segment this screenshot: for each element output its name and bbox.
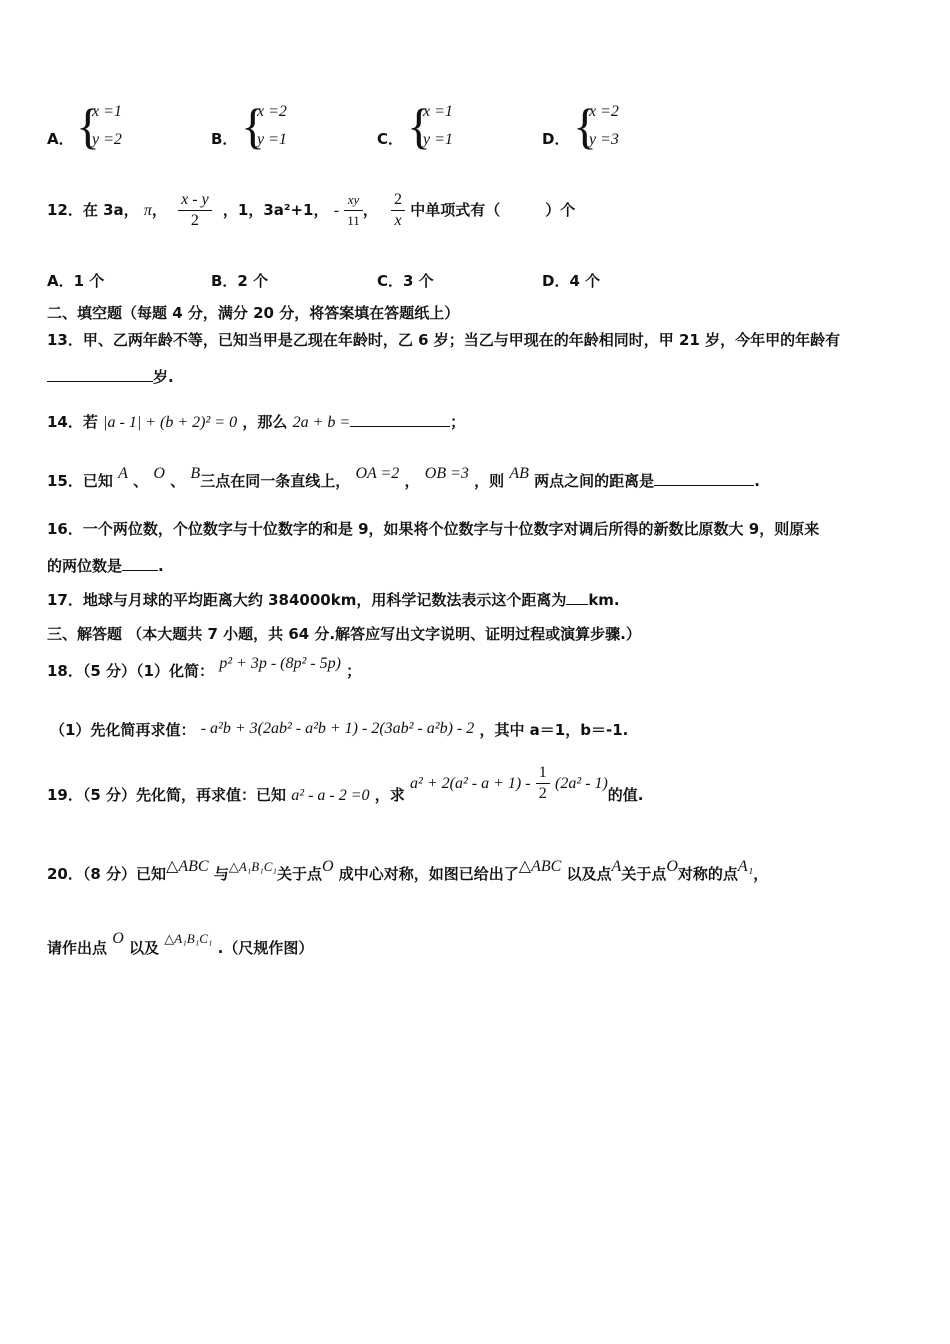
- brace-icon: {: [241, 98, 265, 154]
- q19-prefix: 19．（5 分）先化简，再求值：已知: [47, 786, 287, 804]
- question-14: [47, 412, 465, 433]
- fraction-numerator: x - y: [178, 190, 212, 211]
- question-18-part-1: [47, 655, 362, 682]
- point-o: O: [153, 465, 165, 482]
- triangle-a1b1c1: △A₁B₁C₁: [228, 859, 277, 874]
- q17-suffix: km.: [588, 591, 620, 609]
- question-12: 12．在 3a， π， $\frac{x - y}{2}$ ，1，3a²+1， - $\frac{xy}{11}$ ， $\frac{2}{x}$ 中单项式有（ ）个: [47, 191, 576, 229]
- point-o: O: [112, 930, 124, 947]
- q18-prefix: 18．（5 分）（1）化简：: [47, 662, 214, 680]
- equation-y: y =2: [92, 131, 122, 148]
- q20-text: .（尺规作图）: [217, 939, 314, 957]
- q19-expression-part-a: a² + 2(a² - a + 1) -: [410, 775, 531, 792]
- q19-suffix: 的值.: [607, 786, 644, 804]
- q12-option-d: D．4 个: [542, 272, 601, 290]
- question-19: [47, 764, 644, 821]
- semicolon: ；: [346, 662, 362, 680]
- triangle-abc: △ABC: [166, 858, 209, 875]
- point-o: O: [666, 858, 678, 875]
- equation-y: y =3: [589, 131, 619, 148]
- section-2-heading: 二、填空题（每题 4 分，满分 20 分，将答案填在答题纸上）: [47, 304, 460, 322]
- q12-option-a: A．1 个: [47, 272, 105, 290]
- q11-option-b-label: B．: [211, 130, 238, 148]
- answer-blank[interactable]: [122, 556, 158, 571]
- question-20-line-2: [47, 930, 314, 959]
- q12-option-b: B．2 个: [211, 272, 269, 290]
- fraction-denominator: 2: [538, 785, 547, 802]
- fraction-numerator: 2: [391, 190, 405, 211]
- answer-blank[interactable]: [566, 590, 588, 605]
- separator: 、: [133, 472, 149, 490]
- brace-icon: {: [407, 98, 431, 154]
- q11-option-a-label: A．: [47, 130, 74, 148]
- equation-x: x =2: [589, 103, 619, 120]
- q15-prefix: 15．已知: [47, 472, 113, 490]
- oa-length: OA =2: [355, 465, 400, 482]
- q16-line-2-text: 的两位数是: [47, 557, 123, 575]
- q19-half-fraction: [536, 763, 550, 804]
- q19-expression-part-b: (2a² - 1): [554, 775, 608, 792]
- question-16-line-2: [47, 556, 164, 576]
- question-13-line-2: [47, 367, 174, 387]
- q12-suffix: 中单项式有（ ）个: [410, 201, 576, 219]
- equation-y: y =1: [423, 131, 453, 148]
- q14-middle: ，那么: [242, 413, 288, 431]
- q14-equation: |a - 1| + (b + 2)² = 0: [103, 414, 238, 431]
- q20-text: 关于点: [276, 865, 322, 883]
- q11-option-c-label: C．: [377, 130, 404, 148]
- answer-blank[interactable]: [47, 367, 153, 382]
- q20-text: 对称的点: [677, 865, 738, 883]
- pi-symbol: π: [143, 202, 152, 219]
- q20-text: 与: [213, 865, 229, 883]
- q20-text: 以及点: [566, 865, 612, 883]
- point-o: O: [321, 858, 334, 875]
- question-20-line-1: [47, 858, 769, 885]
- q15-middle-2: ，则: [474, 472, 505, 490]
- q14-expression: 2a + b =: [292, 414, 351, 431]
- brace-icon: {: [573, 98, 597, 154]
- q18-part-2-prefix: （1）先化简再求值：: [50, 721, 196, 739]
- q18-part-2-expression: - a²b + 3(2ab² - a²b + 1) - 2(3ab² - a²b) - 2: [200, 720, 475, 737]
- fraction-numerator: xy: [344, 190, 363, 211]
- q13-suffix: 岁.: [153, 368, 174, 386]
- q20-text: 请作出点: [47, 939, 108, 957]
- equation-x: x =1: [423, 103, 453, 120]
- question-17: [47, 590, 620, 610]
- q12-middle: ，1，3a²+1，: [222, 201, 329, 219]
- q17-text: 17．地球与月球的平均距离大约 384000km，用科学记数法表示这个距离为: [47, 591, 567, 609]
- q18-expression: p² + 3p - (8p² - 5p): [219, 655, 341, 672]
- fraction-denominator: x: [394, 212, 402, 229]
- point-b: B: [190, 465, 201, 482]
- answer-blank[interactable]: [654, 471, 754, 486]
- answer-blank[interactable]: [350, 412, 450, 427]
- q11-option-c-system: [423, 98, 453, 154]
- q15-suffix: 两点之间的距离是: [534, 472, 655, 490]
- question-16-line-1: 16．一个两位数，个位数字与十位数字的和是 9，如果将个位数字与十位数字对调后所得的新数比原数大 9，则原来: [47, 520, 820, 538]
- equation-x: x =2: [257, 103, 287, 120]
- triangle-a1b1c1: △A₁B₁C₁: [164, 931, 213, 946]
- period: .: [754, 472, 760, 490]
- segment-ab: AB: [509, 465, 529, 482]
- question-18-part-2: [50, 720, 628, 741]
- q12-prefix: 12．在 3a，: [47, 201, 139, 219]
- point-a: A: [118, 465, 128, 482]
- brace-icon: {: [76, 98, 100, 154]
- q20-text: 以及: [129, 939, 160, 957]
- q11-option-a-system: [92, 98, 122, 154]
- q12-fraction-2: [344, 190, 363, 231]
- q20-text: 关于点: [621, 865, 667, 883]
- question-13-line-1: 13．甲、乙两年龄不等，已知当甲是乙现在年龄时，乙 6 岁；当乙与甲现在的年龄相同时，甲 21 岁，今年甲的年龄有: [47, 331, 841, 349]
- q18-part-2-suffix: ，其中 a＝1，b＝-1.: [479, 721, 629, 739]
- minus-sign: -: [333, 202, 340, 219]
- equation-y: y =1: [257, 131, 287, 148]
- period: .: [158, 557, 164, 575]
- q19-condition: a² - a - 2 =0: [291, 787, 370, 804]
- fraction-denominator: 2: [190, 212, 199, 229]
- triangle-abc: △ABC: [518, 858, 562, 875]
- q12-fraction-1: [178, 190, 212, 231]
- q19-middle: ，求: [374, 786, 405, 804]
- section-3-heading: 三、解答题 （本大题共 7 小题，共 64 分.解答应写出文字说明、证明过程或演算步骤.）: [47, 625, 641, 643]
- separator: ，: [404, 472, 420, 490]
- ob-length: OB =3: [424, 465, 469, 482]
- fraction-numerator: 1: [536, 763, 550, 784]
- q11-option-b-system: [257, 98, 287, 154]
- q11-option-d-system: [589, 98, 619, 154]
- q15-middle: 三点在同一条直线上，: [200, 472, 351, 490]
- q14-prefix: 14．若: [47, 413, 98, 431]
- q20-text: 20．（8 分）已知: [47, 865, 167, 883]
- q20-text: ，: [753, 865, 769, 883]
- q14-suffix: ；: [450, 413, 466, 431]
- question-15: [47, 465, 760, 492]
- equation-x: x =1: [92, 103, 122, 120]
- q12-fraction-3: [391, 190, 405, 231]
- point-a: A: [611, 858, 622, 875]
- point-a1: A₁: [737, 858, 754, 875]
- q20-text: 成中心对称，如图已给出了: [338, 865, 519, 883]
- q11-option-d-label: D．: [542, 130, 570, 148]
- q12-option-c: C．3 个: [377, 272, 434, 290]
- fraction-denominator: 11: [347, 213, 360, 228]
- separator: 、: [170, 472, 186, 490]
